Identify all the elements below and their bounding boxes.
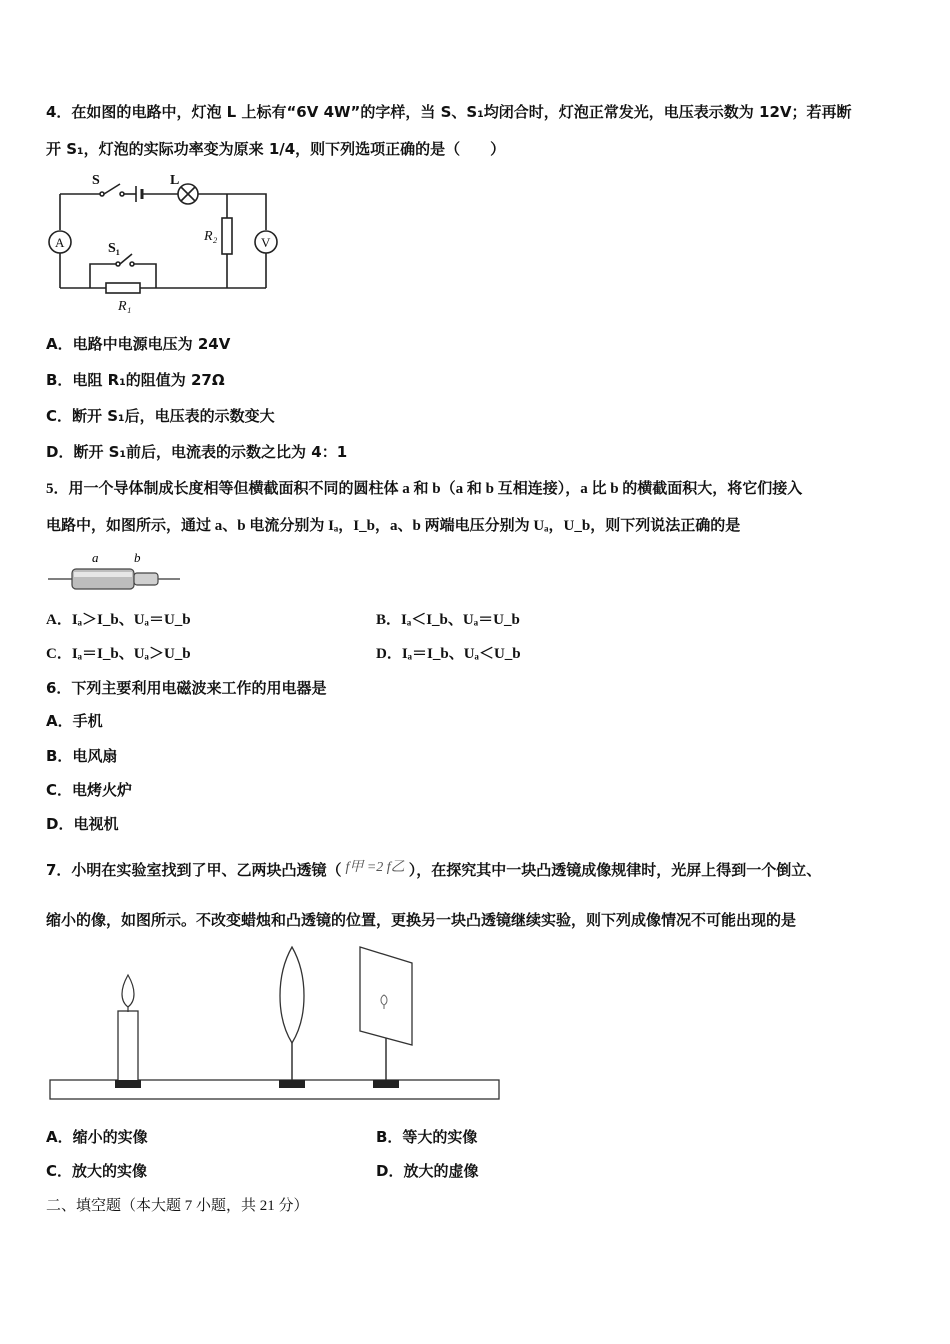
voltmeter-label: V [261, 235, 271, 250]
section-2-heading: 二、填空题（本大题 7 小题，共 21 分） [46, 1198, 309, 1214]
ammeter-label: A [55, 235, 65, 250]
q7-stem-post: ），在探究其中一块凸透镜成像规律时，光屏上得到一个倒立、 [408, 861, 822, 879]
q7-stem-line1 [46, 860, 821, 882]
q7-option-c: C．放大的实像 [46, 1162, 148, 1180]
q6-option-a: A．手机 [46, 712, 103, 730]
resistor-r1-label: R₁ [118, 299, 132, 314]
q5-option-a: A．Iₐ＞I_b、Uₐ＝U_b [46, 612, 191, 628]
q5-stem-line2: 电路中，如图所示，通过 a、b 电流分别为 Iₐ，I_b，a、b 两端电压分别为 Uₐ，U_b，则下列说法正确的是 [46, 518, 741, 534]
q6-option-b: B．电风扇 [46, 747, 118, 765]
q7-optical-bench-diagram [48, 945, 503, 1105]
q4-stem-line2: 开 S₁，灯泡的实际功率变为原来 1/4，则下列选项正确的是（ ） [46, 140, 506, 158]
q7-stem-line2: 缩小的像，如图所示。不改变蜡烛和凸透镜的位置，更换另一块凸透镜继续实验，则下列成像情况不可能出现的是 [46, 911, 797, 929]
q4-circuit-diagram [44, 172, 284, 317]
q7-focal-formula: f甲 =2 f乙 [345, 860, 405, 875]
lamp-l-label: L [170, 173, 180, 188]
q5-stem-line1: 5．用一个导体制成长度相等但横截面积不同的圆柱体 a 和 b（a 和 b 互相连接），a 比 b 的横截面积大，将它们接入 [46, 481, 803, 497]
switch-s-label: S [92, 173, 100, 188]
q4-stem-line1: 4．在如图的电路中，灯泡 L 上标有“6V 4W”的字样，当 S、S₁均闭合时，灯泡正常发光，电压表示数为 12V；若再断 [46, 103, 852, 121]
q7-stem-pre: 7．小明在实验室找到了甲、乙两块凸透镜（ [46, 861, 342, 879]
q4-option-a: A．电路中电源电压为 24V [46, 335, 231, 353]
switch-s1-label: S₁ [108, 241, 120, 256]
q5-conductor-diagram [48, 548, 183, 593]
q7-option-a: A．缩小的实像 [46, 1128, 148, 1146]
q6-stem: 6．下列主要利用电磁波来工作的用电器是 [46, 679, 327, 697]
resistor-r2-label: R₂ [204, 229, 218, 244]
conductor-a-label: a [92, 550, 99, 565]
q5-option-b: B．Iₐ＜I_b、Uₐ＝U_b [376, 612, 520, 628]
q7-option-b: B．等大的实像 [376, 1128, 478, 1146]
q5-option-d: D．Iₐ＝I_b、Uₐ＜U_b [376, 646, 521, 662]
conductor-b-label: b [134, 550, 141, 565]
q6-option-d: D．电视机 [46, 815, 119, 833]
q4-option-b: B．电阻 R₁的阻值为 27Ω [46, 371, 225, 389]
q5-option-c: C．Iₐ＝I_b、Uₐ＞U_b [46, 646, 191, 662]
q4-option-d: D．断开 S₁前后，电流表的示数之比为 4：1 [46, 443, 348, 461]
q4-option-c: C．断开 S₁后，电压表的示数变大 [46, 407, 275, 425]
q7-option-d: D．放大的虚像 [376, 1162, 479, 1180]
q6-option-c: C．电烤火炉 [46, 781, 133, 799]
